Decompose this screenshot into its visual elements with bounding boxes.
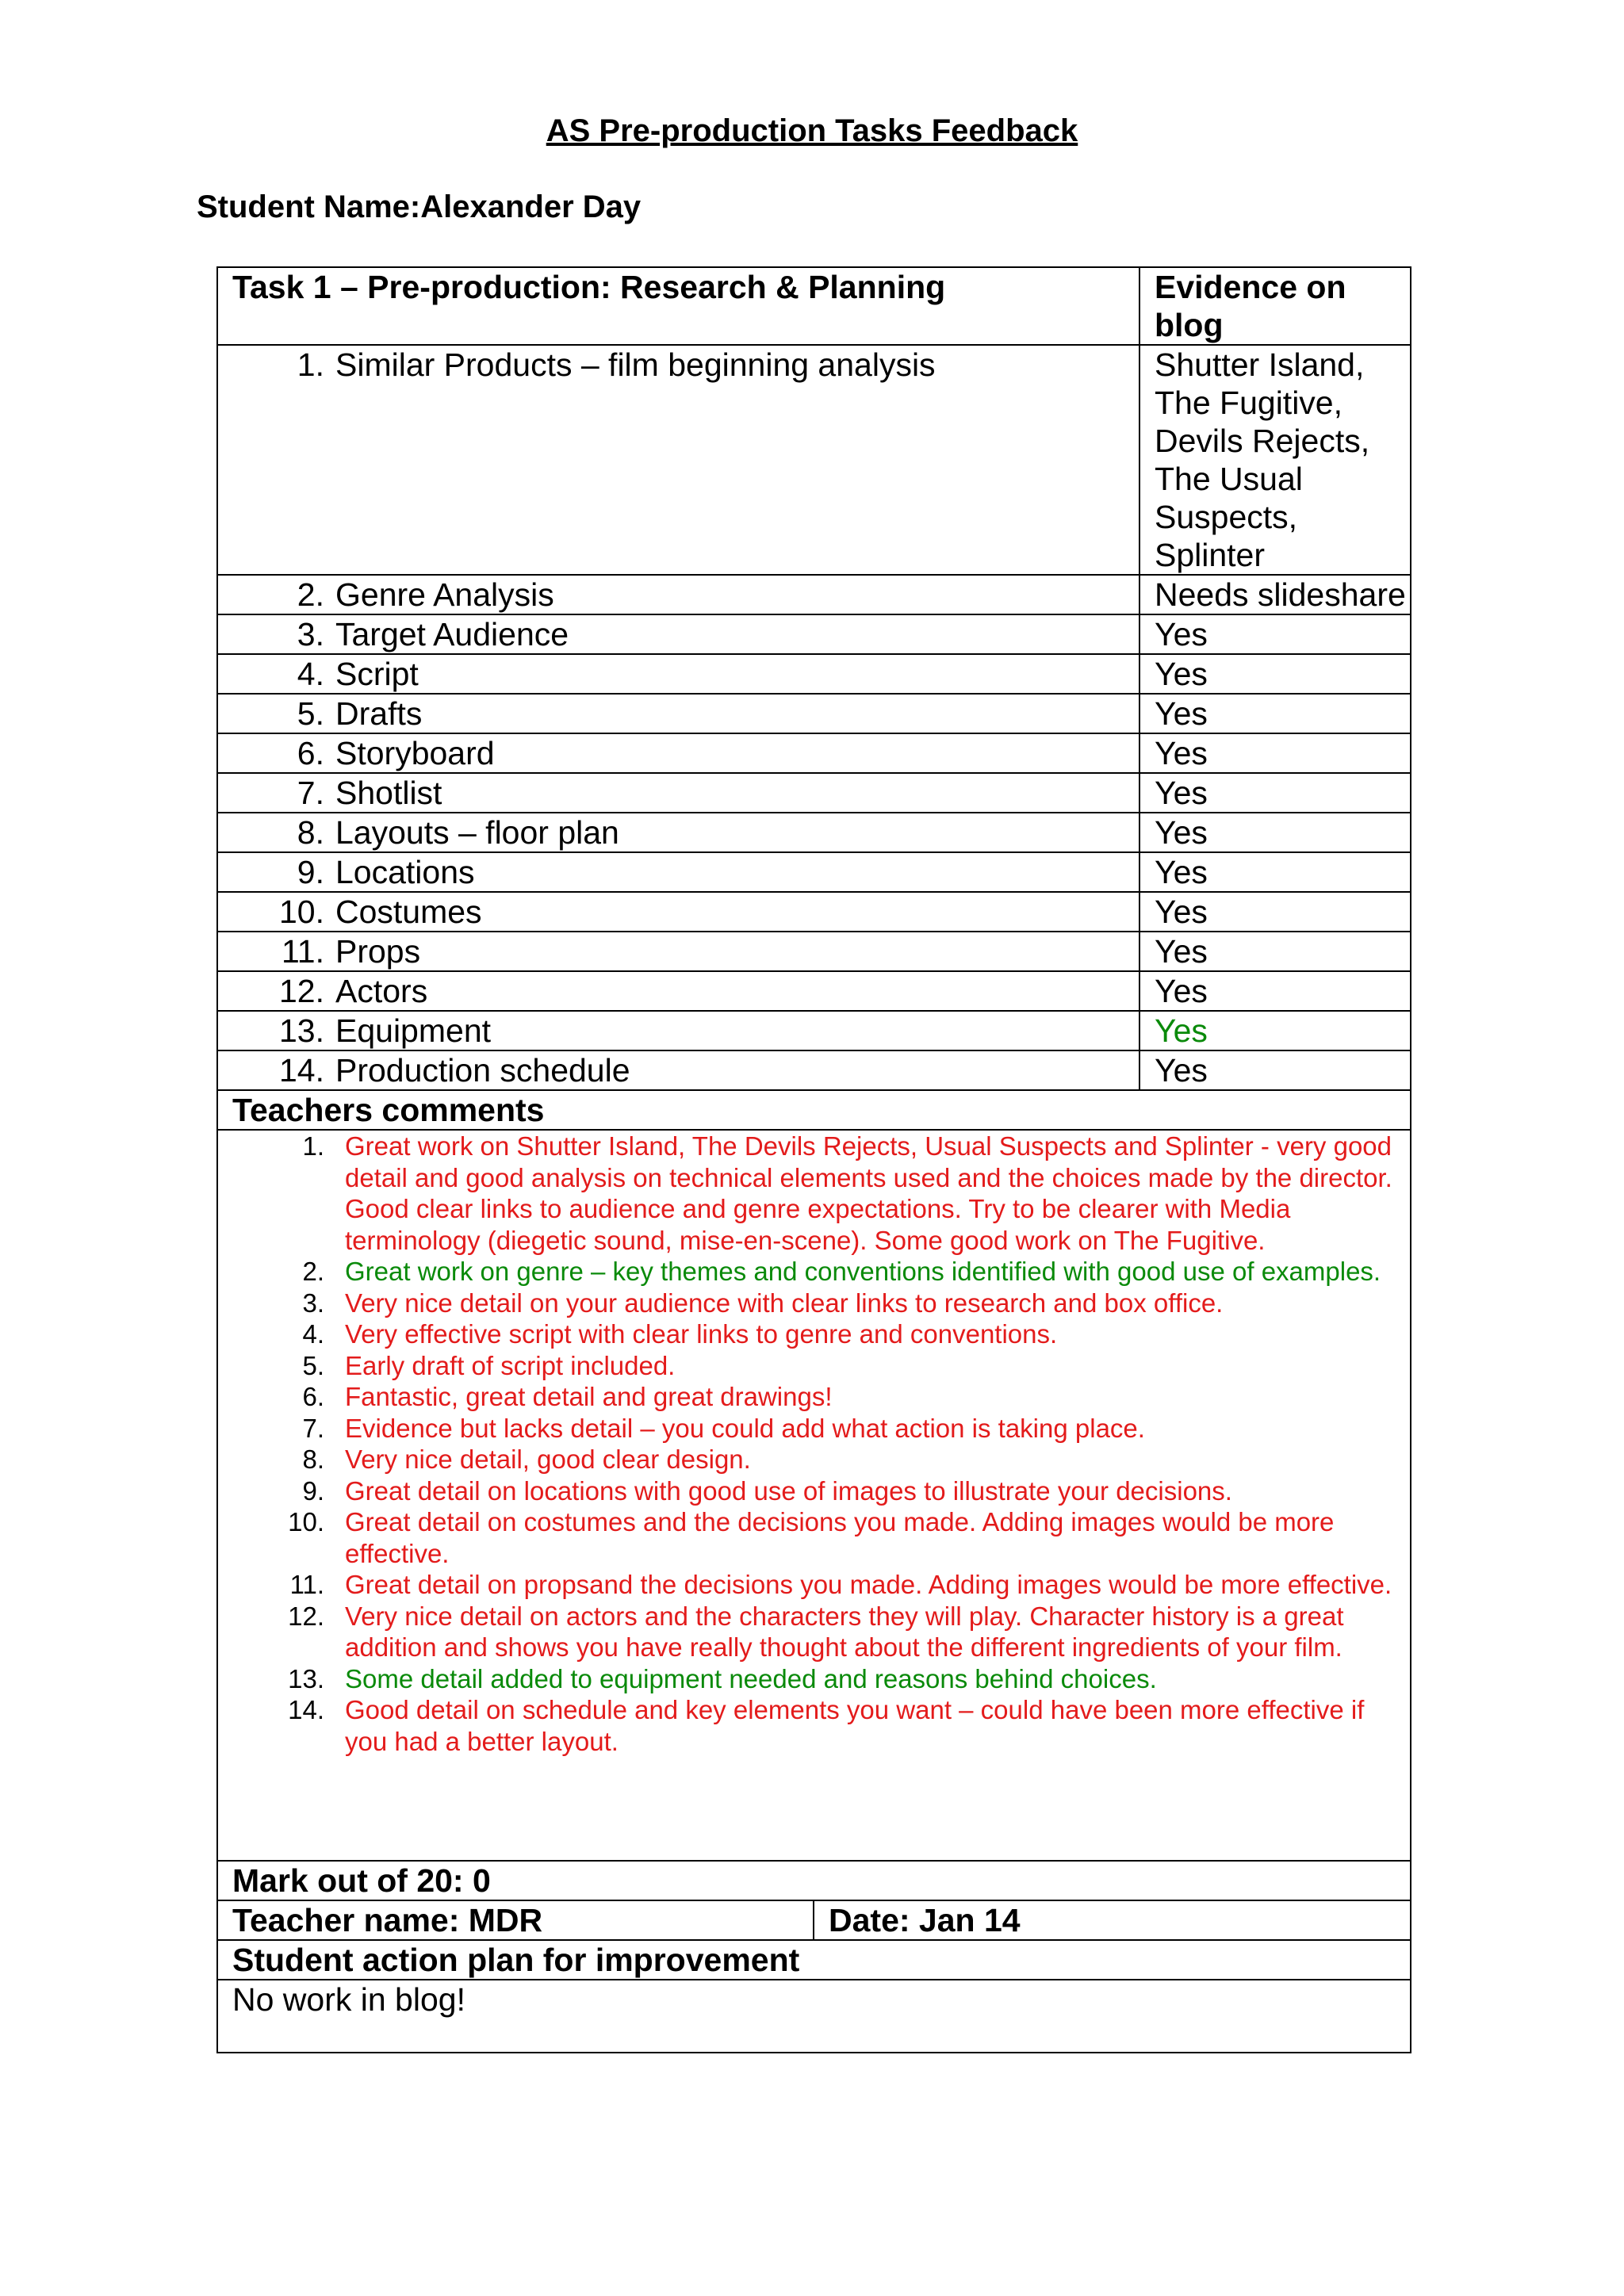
task-item-cell xyxy=(217,971,1139,1011)
task-item-cell xyxy=(217,733,1139,773)
comments-heading: Teachers comments xyxy=(217,1090,1411,1130)
comment-item xyxy=(232,1381,1410,1413)
task-item-evidence: Yes xyxy=(1139,1050,1411,1090)
comment-number: 4. xyxy=(302,1319,324,1349)
comment-item xyxy=(232,1256,1410,1288)
task-item-row xyxy=(217,773,1411,813)
date-value: Date: Jan 14 xyxy=(814,1900,1411,1940)
comment-number: 9. xyxy=(302,1475,324,1506)
task-item-number: 1. xyxy=(297,346,324,383)
student-name-value: Alexander Day xyxy=(420,189,642,224)
comment-item xyxy=(232,1663,1410,1695)
comment-item xyxy=(232,1288,1410,1319)
comment-item xyxy=(232,1569,1410,1601)
evidence-heading: Evidence on blog xyxy=(1139,267,1411,345)
comment-number: 14. xyxy=(288,1695,324,1724)
task-item-evidence: Yes xyxy=(1139,892,1411,932)
comment-text: Great detail on costumes and the decisions you made. Adding images would be more effective. xyxy=(345,1507,1335,1568)
task-item-row xyxy=(217,654,1411,694)
task-item-row xyxy=(217,852,1411,892)
feedback-table xyxy=(216,266,1411,1901)
task-item-evidence: Yes xyxy=(1139,733,1411,773)
plan-heading: Student action plan for improvement xyxy=(217,1940,1411,1980)
task-item-cell xyxy=(217,773,1139,813)
comment-text: Very effective script with clear links to genre and conventions. xyxy=(345,1319,1058,1349)
comment-item xyxy=(232,1318,1410,1350)
task-item-row xyxy=(217,1050,1411,1090)
task-item-number: 12. xyxy=(279,973,324,1009)
comment-text: Great work on Shutter Island, The Devils Rejects, Usual Suspects and Splinter - very good detail and good analysis on technical elements used and the choices made by the director. Good clear links to audience and genre expectations. Try to be clearer with Media terminology (diegetic sound, mise-en-scene). Some good work on The Fugitive. xyxy=(345,1131,1392,1255)
task-item-number: 13. xyxy=(279,1012,324,1049)
task-heading: Task 1 – Pre-production: Research & Planning xyxy=(217,267,1139,345)
task-item-cell xyxy=(217,932,1139,971)
task-item-label: Target Audience xyxy=(335,616,569,652)
task-item-evidence: Yes xyxy=(1139,694,1411,733)
comment-number: 12. xyxy=(288,1601,324,1631)
plan-body-row xyxy=(217,1980,1411,2053)
task-item-cell xyxy=(217,813,1139,852)
comment-number: 2. xyxy=(302,1257,324,1286)
task-item-label: Production schedule xyxy=(335,1052,630,1089)
task-item-label: Costumes xyxy=(335,894,482,930)
comment-text: Early draft of script included. xyxy=(345,1350,676,1380)
comment-number: 10. xyxy=(288,1507,324,1536)
comment-number: 6. xyxy=(302,1382,324,1411)
footer-table xyxy=(216,1900,1411,2053)
student-name-label: Student Name: xyxy=(197,189,421,224)
comment-number: 13. xyxy=(288,1663,324,1693)
comment-text: Good detail on schedule and key elements you want – could have been more effective if you had a better layout. xyxy=(345,1695,1365,1756)
task-item-evidence: Yes xyxy=(1139,852,1411,892)
comment-item xyxy=(232,1475,1410,1507)
task-item-number: 5. xyxy=(297,695,324,732)
task-item-row xyxy=(217,892,1411,932)
task-item-number: 2. xyxy=(297,576,324,613)
task-item-cell xyxy=(217,654,1139,694)
task-item-row xyxy=(217,733,1411,773)
comment-text: Great work on genre – key themes and conventions identified with good use of examples. xyxy=(345,1257,1381,1286)
task-item-evidence: Needs slideshare xyxy=(1139,575,1411,614)
teacher-row xyxy=(217,1900,1411,1940)
comment-text: Fantastic, great detail and great drawings! xyxy=(345,1382,833,1411)
task-item-number: 3. xyxy=(297,616,324,652)
task-item-row xyxy=(217,694,1411,733)
task-item-evidence: Shutter Island, The Fugitive, Devils Rejects, The Usual Suspects, Splinter xyxy=(1139,345,1411,575)
task-item-evidence: Yes xyxy=(1139,773,1411,813)
task-item-evidence: Yes xyxy=(1139,654,1411,694)
plan-heading-row xyxy=(217,1940,1411,1980)
task-item-number: 14. xyxy=(279,1052,324,1089)
task-item-row xyxy=(217,345,1411,575)
task-item-number: 10. xyxy=(279,894,324,930)
comment-text: Very nice detail, good clear design. xyxy=(345,1445,751,1474)
comment-number: 1. xyxy=(302,1131,324,1161)
task-item-evidence: Yes xyxy=(1139,932,1411,971)
comments-heading-row xyxy=(217,1090,1411,1130)
comments-row xyxy=(217,1130,1411,1861)
comment-number: 3. xyxy=(302,1288,324,1318)
task-item-number: 11. xyxy=(282,933,324,970)
plan-text: No work in blog! xyxy=(217,1980,1411,2053)
task-item-row xyxy=(217,1011,1411,1050)
comment-text: Great detail on locations with good use of images to illustrate your decisions. xyxy=(345,1475,1232,1506)
task-item-label: Layouts – floor plan xyxy=(335,814,619,851)
task-item-label: Similar Products – film beginning analysis xyxy=(335,346,936,383)
comment-number: 11. xyxy=(289,1570,324,1599)
task-header-row xyxy=(217,267,1411,345)
comment-item xyxy=(232,1131,1410,1256)
mark-row xyxy=(217,1861,1411,1900)
task-item-label: Shotlist xyxy=(335,775,442,811)
task-item-row xyxy=(217,932,1411,971)
task-item-row xyxy=(217,575,1411,614)
comment-text: Evidence but lacks detail – you could add what action is taking place. xyxy=(345,1413,1145,1443)
student-name-line xyxy=(197,189,641,225)
task-item-number: 8. xyxy=(297,814,324,851)
comments-cell xyxy=(217,1130,1411,1861)
task-item-label: Script xyxy=(335,656,419,692)
task-item-cell xyxy=(217,1011,1139,1050)
comment-item xyxy=(232,1506,1410,1569)
task-item-number: 9. xyxy=(297,854,324,890)
comment-item xyxy=(232,1350,1410,1382)
comment-text: Very nice detail on actors and the characters they will play. Character history is a great addition and shows you have really thought about the different ingredients of your film. xyxy=(345,1601,1344,1662)
task-item-cell xyxy=(217,345,1139,575)
comment-number: 8. xyxy=(302,1445,324,1474)
task-item-label: Genre Analysis xyxy=(335,576,554,613)
comment-text: Very nice detail on your audience with clear links to research and box office. xyxy=(345,1288,1224,1318)
task-item-cell xyxy=(217,614,1139,654)
task-item-label: Equipment xyxy=(335,1012,492,1049)
task-item-label: Locations xyxy=(335,854,475,890)
mark-value: Mark out of 20: 0 xyxy=(217,1861,1411,1900)
task-item-label: Drafts xyxy=(335,695,423,732)
page-title: AS Pre-production Tasks Feedback xyxy=(546,113,1078,148)
task-item-evidence: Yes xyxy=(1139,813,1411,852)
task-item-cell xyxy=(217,1050,1139,1090)
task-item-row xyxy=(217,813,1411,852)
task-item-cell xyxy=(217,852,1139,892)
task-item-label: Storyboard xyxy=(335,735,495,771)
task-item-number: 4. xyxy=(297,656,324,692)
comment-text: Great detail on propsand the decisions you made. Adding images would be more effective. xyxy=(345,1570,1392,1599)
comment-item xyxy=(232,1413,1410,1445)
comment-text: Some detail added to equipment needed and reasons behind choices. xyxy=(345,1663,1157,1693)
task-item-row xyxy=(217,614,1411,654)
comment-item xyxy=(232,1601,1410,1663)
comment-item xyxy=(232,1694,1410,1757)
task-item-label: Actors xyxy=(335,973,428,1009)
comments-list xyxy=(232,1131,1410,1757)
comment-number: 5. xyxy=(302,1350,324,1380)
task-item-number: 6. xyxy=(297,735,324,771)
task-item-label: Props xyxy=(335,933,421,970)
task-item-number: 7. xyxy=(297,775,324,811)
task-item-evidence: Yes xyxy=(1139,614,1411,654)
task-item-evidence: Yes xyxy=(1139,1011,1411,1050)
teacher-name: Teacher name: MDR xyxy=(217,1900,814,1940)
comment-number: 7. xyxy=(302,1413,324,1443)
task-item-cell xyxy=(217,892,1139,932)
task-item-cell xyxy=(217,694,1139,733)
task-item-evidence: Yes xyxy=(1139,971,1411,1011)
comment-item xyxy=(232,1444,1410,1475)
task-item-row xyxy=(217,971,1411,1011)
task-item-cell xyxy=(217,575,1139,614)
